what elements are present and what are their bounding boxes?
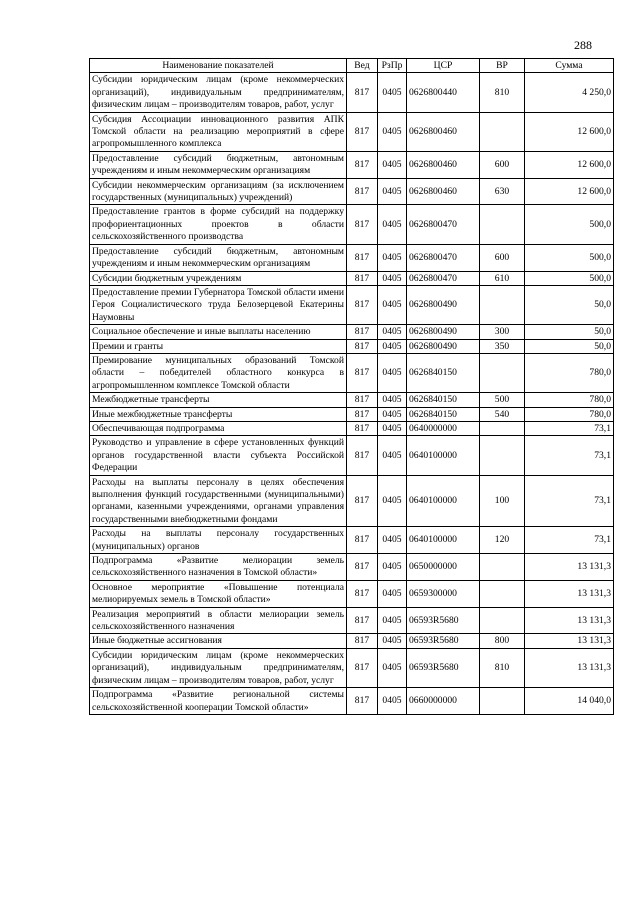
row-name: Предоставление грантов в форме субсидий на поддержку профориентационных проектов в области сельскохозяйственного производства bbox=[90, 205, 347, 244]
table-row bbox=[90, 205, 614, 244]
row-csr: 0626800470 bbox=[407, 271, 480, 285]
row-csr: 0626800460 bbox=[407, 178, 480, 205]
row-rzpr: 0405 bbox=[378, 393, 407, 407]
row-csr: 0660000000 bbox=[407, 688, 480, 715]
header-csr: ЦСР bbox=[407, 59, 480, 73]
row-name: Руководство и управление в сфере установленных функций органов государственной власти субъекта Российской Федерации bbox=[90, 436, 347, 475]
table-header-row bbox=[90, 59, 614, 73]
row-sum: 50,0 bbox=[525, 339, 614, 353]
row-ved: 817 bbox=[347, 285, 378, 324]
row-csr: 0626840150 bbox=[407, 353, 480, 392]
table-row bbox=[90, 244, 614, 271]
row-ved: 817 bbox=[347, 580, 378, 607]
row-sum: 780,0 bbox=[525, 407, 614, 421]
row-rzpr: 0405 bbox=[378, 607, 407, 634]
row-rzpr: 0405 bbox=[378, 112, 407, 151]
row-name: Реализация мероприятий в области мелиорации земель сельскохозяйственного назначения bbox=[90, 607, 347, 634]
row-vr: 600 bbox=[480, 244, 525, 271]
table-row bbox=[90, 178, 614, 205]
row-sum: 500,0 bbox=[525, 271, 614, 285]
row-csr: 0626800490 bbox=[407, 339, 480, 353]
header-ved: Вед bbox=[347, 59, 378, 73]
row-vr bbox=[480, 353, 525, 392]
row-sum: 50,0 bbox=[525, 325, 614, 339]
row-csr: 0650000000 bbox=[407, 554, 480, 581]
row-ved: 817 bbox=[347, 73, 378, 112]
row-rzpr: 0405 bbox=[378, 271, 407, 285]
row-rzpr: 0405 bbox=[378, 285, 407, 324]
table-row bbox=[90, 554, 614, 581]
table-row bbox=[90, 648, 614, 687]
row-rzpr: 0405 bbox=[378, 244, 407, 271]
row-name: Расходы на выплаты персоналу в целях обеспечения выполнения функций государственными (муниципальными) органами, казенными учреждениями, органами управления государственными внебюджетными фондами bbox=[90, 475, 347, 527]
row-ved: 817 bbox=[347, 244, 378, 271]
row-ved: 817 bbox=[347, 634, 378, 648]
row-sum: 4 250,0 bbox=[525, 73, 614, 112]
row-csr: 0640100000 bbox=[407, 475, 480, 527]
row-ved: 817 bbox=[347, 151, 378, 178]
row-rzpr: 0405 bbox=[378, 554, 407, 581]
row-ved: 817 bbox=[347, 648, 378, 687]
row-vr: 810 bbox=[480, 648, 525, 687]
row-rzpr: 0405 bbox=[378, 475, 407, 527]
row-ved: 817 bbox=[347, 421, 378, 435]
row-vr bbox=[480, 607, 525, 634]
row-vr: 810 bbox=[480, 73, 525, 112]
row-rzpr: 0405 bbox=[378, 151, 407, 178]
row-csr: 0626800490 bbox=[407, 325, 480, 339]
row-ved: 817 bbox=[347, 688, 378, 715]
table-row bbox=[90, 353, 614, 392]
row-csr: 0640000000 bbox=[407, 421, 480, 435]
row-csr: 0626840150 bbox=[407, 393, 480, 407]
row-vr: 610 bbox=[480, 271, 525, 285]
row-name: Подпрограмма «Развитие мелиорации земель сельскохозяйственного назначения в Томской области» bbox=[90, 554, 347, 581]
row-sum: 500,0 bbox=[525, 205, 614, 244]
row-vr: 540 bbox=[480, 407, 525, 421]
table-row bbox=[90, 151, 614, 178]
row-rzpr: 0405 bbox=[378, 73, 407, 112]
row-sum: 500,0 bbox=[525, 244, 614, 271]
row-name: Иные бюджетные ассигнования bbox=[90, 634, 347, 648]
row-rzpr: 0405 bbox=[378, 339, 407, 353]
row-ved: 817 bbox=[347, 339, 378, 353]
row-ved: 817 bbox=[347, 554, 378, 581]
row-name: Иные межбюджетные трансферты bbox=[90, 407, 347, 421]
row-sum: 50,0 bbox=[525, 285, 614, 324]
row-vr: 600 bbox=[480, 151, 525, 178]
row-name: Предоставление субсидий бюджетным, автономным учреждениям и иным некоммерческим организациям bbox=[90, 244, 347, 271]
row-ved: 817 bbox=[347, 407, 378, 421]
row-rzpr: 0405 bbox=[378, 325, 407, 339]
table-row bbox=[90, 285, 614, 324]
row-vr bbox=[480, 421, 525, 435]
row-vr: 500 bbox=[480, 393, 525, 407]
header-vr: ВР bbox=[480, 59, 525, 73]
row-rzpr: 0405 bbox=[378, 407, 407, 421]
page-number: 288 bbox=[574, 38, 592, 52]
table-row bbox=[90, 607, 614, 634]
row-csr: 06593R5680 bbox=[407, 607, 480, 634]
header-sum: Сумма bbox=[525, 59, 614, 73]
row-sum: 780,0 bbox=[525, 353, 614, 392]
row-name: Социальное обеспечение и иные выплаты населению bbox=[90, 325, 347, 339]
row-csr: 0640100000 bbox=[407, 436, 480, 475]
row-rzpr: 0405 bbox=[378, 436, 407, 475]
row-ved: 817 bbox=[347, 393, 378, 407]
row-ved: 817 bbox=[347, 607, 378, 634]
table-row bbox=[90, 580, 614, 607]
row-name: Основное мероприятие «Повышение потенциала мелиорируемых земель в Томской области» bbox=[90, 580, 347, 607]
table-row bbox=[90, 475, 614, 527]
row-rzpr: 0405 bbox=[378, 634, 407, 648]
row-sum: 12 600,0 bbox=[525, 112, 614, 151]
row-sum: 780,0 bbox=[525, 393, 614, 407]
row-name: Премирование муниципальных образований Томской области – победителей областного конкурса в агропромышленном комплексе Томской области bbox=[90, 353, 347, 392]
row-csr: 0659300000 bbox=[407, 580, 480, 607]
table-row bbox=[90, 634, 614, 648]
row-name: Субсидии юридическим лицам (кроме некоммерческих организаций), индивидуальным предпринимателям, физическим лицам – производителям товаров, работ, услуг bbox=[90, 648, 347, 687]
row-sum: 14 040,0 bbox=[525, 688, 614, 715]
row-ved: 817 bbox=[347, 475, 378, 527]
table-row bbox=[90, 325, 614, 339]
row-vr: 120 bbox=[480, 527, 525, 554]
row-vr bbox=[480, 554, 525, 581]
row-name: Субсидия Ассоциации инновационного развития АПК Томской области на реализацию мероприятий в сфере агропромышленного комплекса bbox=[90, 112, 347, 151]
row-ved: 817 bbox=[347, 271, 378, 285]
row-vr: 300 bbox=[480, 325, 525, 339]
row-sum: 12 600,0 bbox=[525, 178, 614, 205]
row-name: Расходы на выплаты персоналу государственных (муниципальных) органов bbox=[90, 527, 347, 554]
header-name: Наименование показателей bbox=[90, 59, 347, 73]
row-rzpr: 0405 bbox=[378, 688, 407, 715]
row-rzpr: 0405 bbox=[378, 648, 407, 687]
row-vr bbox=[480, 205, 525, 244]
row-sum: 13 131,3 bbox=[525, 580, 614, 607]
row-sum: 13 131,3 bbox=[525, 648, 614, 687]
row-name: Субсидии юридическим лицам (кроме некоммерческих организаций), индивидуальным предпринимателям, физическим лицам – производителям товаров, работ, услуг bbox=[90, 73, 347, 112]
row-name: Предоставление премии Губернатора Томской области имени Героя Социалистического труда Белозерцевой Екатерины Наумовны bbox=[90, 285, 347, 324]
table-row bbox=[90, 393, 614, 407]
row-sum: 73,1 bbox=[525, 475, 614, 527]
row-vr: 350 bbox=[480, 339, 525, 353]
table-row bbox=[90, 407, 614, 421]
row-ved: 817 bbox=[347, 436, 378, 475]
row-vr: 100 bbox=[480, 475, 525, 527]
row-name: Подпрограмма «Развитие региональной системы сельскохозяйственной кооперации Томской области» bbox=[90, 688, 347, 715]
row-sum: 13 131,3 bbox=[525, 634, 614, 648]
table-row bbox=[90, 271, 614, 285]
table-row bbox=[90, 421, 614, 435]
table-row bbox=[90, 436, 614, 475]
row-csr: 0626800460 bbox=[407, 151, 480, 178]
row-sum: 13 131,3 bbox=[525, 607, 614, 634]
row-csr: 0626800470 bbox=[407, 244, 480, 271]
row-vr bbox=[480, 688, 525, 715]
row-ved: 817 bbox=[347, 112, 378, 151]
row-sum: 12 600,0 bbox=[525, 151, 614, 178]
row-csr: 06593R5680 bbox=[407, 648, 480, 687]
row-rzpr: 0405 bbox=[378, 527, 407, 554]
row-vr bbox=[480, 285, 525, 324]
table-row bbox=[90, 112, 614, 151]
row-csr: 0626800490 bbox=[407, 285, 480, 324]
row-rzpr: 0405 bbox=[378, 580, 407, 607]
row-sum: 73,1 bbox=[525, 436, 614, 475]
header-rzpr: РзПр bbox=[378, 59, 407, 73]
row-rzpr: 0405 bbox=[378, 421, 407, 435]
row-csr: 0626800470 bbox=[407, 205, 480, 244]
row-sum: 73,1 bbox=[525, 527, 614, 554]
row-name: Предоставление субсидий бюджетным, автономным учреждениям и иным некоммерческим организациям bbox=[90, 151, 347, 178]
row-ved: 817 bbox=[347, 353, 378, 392]
row-rzpr: 0405 bbox=[378, 353, 407, 392]
row-ved: 817 bbox=[347, 527, 378, 554]
row-ved: 817 bbox=[347, 205, 378, 244]
row-csr: 0640100000 bbox=[407, 527, 480, 554]
row-ved: 817 bbox=[347, 325, 378, 339]
row-vr bbox=[480, 580, 525, 607]
row-vr: 630 bbox=[480, 178, 525, 205]
row-rzpr: 0405 bbox=[378, 178, 407, 205]
row-sum: 13 131,3 bbox=[525, 554, 614, 581]
row-vr: 800 bbox=[480, 634, 525, 648]
row-csr: 0626840150 bbox=[407, 407, 480, 421]
row-name: Обеспечивающая подпрограмма bbox=[90, 421, 347, 435]
row-csr: 0626800440 bbox=[407, 73, 480, 112]
row-name: Межбюджетные трансферты bbox=[90, 393, 347, 407]
row-vr bbox=[480, 436, 525, 475]
row-name: Премии и гранты bbox=[90, 339, 347, 353]
table-row bbox=[90, 527, 614, 554]
table-row bbox=[90, 339, 614, 353]
row-ved: 817 bbox=[347, 178, 378, 205]
row-csr: 06593R5680 bbox=[407, 634, 480, 648]
row-name: Субсидии бюджетным учреждениям bbox=[90, 271, 347, 285]
table-row bbox=[90, 688, 614, 715]
row-csr: 0626800460 bbox=[407, 112, 480, 151]
row-vr bbox=[480, 112, 525, 151]
budget-table bbox=[89, 58, 614, 715]
row-rzpr: 0405 bbox=[378, 205, 407, 244]
row-sum: 73,1 bbox=[525, 421, 614, 435]
table-row bbox=[90, 73, 614, 112]
row-name: Субсидии некоммерческим организациям (за исключением государственных (муниципальных) учреждений) bbox=[90, 178, 347, 205]
